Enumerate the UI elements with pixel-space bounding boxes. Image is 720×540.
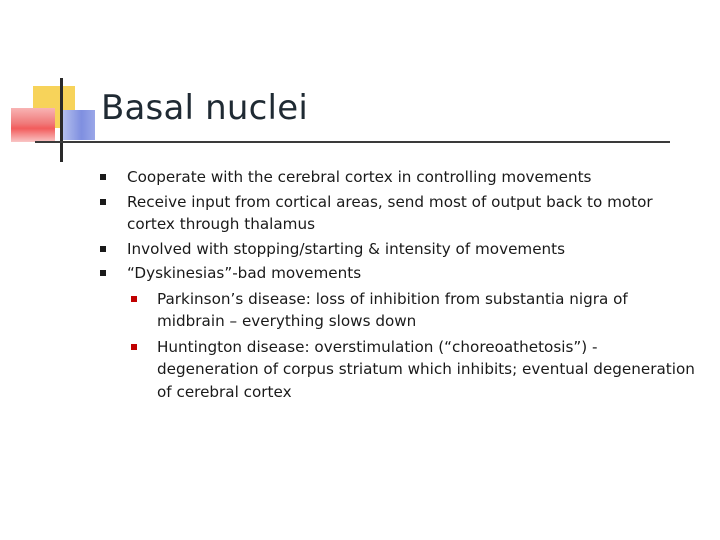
sub-bullet-list — [131, 288, 700, 404]
logo-red-square-icon — [11, 108, 55, 142]
bullet-list — [100, 166, 700, 403]
slide-content — [100, 166, 700, 406]
bullet-text: Cooperate with the cerebral cortex in controlling movements — [127, 168, 592, 186]
square-bullet-icon — [100, 199, 106, 205]
title-underline — [35, 141, 670, 143]
red-square-bullet-icon — [131, 344, 137, 350]
square-bullet-icon — [100, 174, 106, 180]
square-bullet-icon — [100, 270, 106, 276]
bullet-text: Receive input from cortical areas, send most of output back to motor cortex through thalamus — [127, 192, 653, 233]
sub-bullet-item — [131, 288, 700, 333]
bullet-text: “Dyskinesias”-bad movements — [127, 264, 362, 282]
sub-bullet-item — [131, 336, 700, 404]
bullet-item — [100, 238, 700, 261]
slide-title: Basal nuclei — [101, 88, 308, 128]
logo-vertical-line — [60, 78, 63, 162]
bullet-text: Involved with stopping/starting & intensity of movements — [127, 239, 566, 258]
square-bullet-icon — [100, 246, 106, 252]
bullet-item — [100, 262, 700, 403]
bullet-item — [100, 166, 700, 189]
logo-blue-square-icon — [61, 110, 95, 140]
bullet-item — [100, 191, 700, 236]
sub-bullet-text: Huntington disease: overstimulation (“choreoathetosis”) - degeneration of corpus striatum which inhibits; eventual degeneration of cerebral cortex — [157, 337, 695, 401]
sub-bullet-text: Parkinson’s disease: loss of inhibition from substantia nigra of midbrain – everything slows down — [157, 289, 628, 330]
red-square-bullet-icon — [131, 296, 137, 302]
